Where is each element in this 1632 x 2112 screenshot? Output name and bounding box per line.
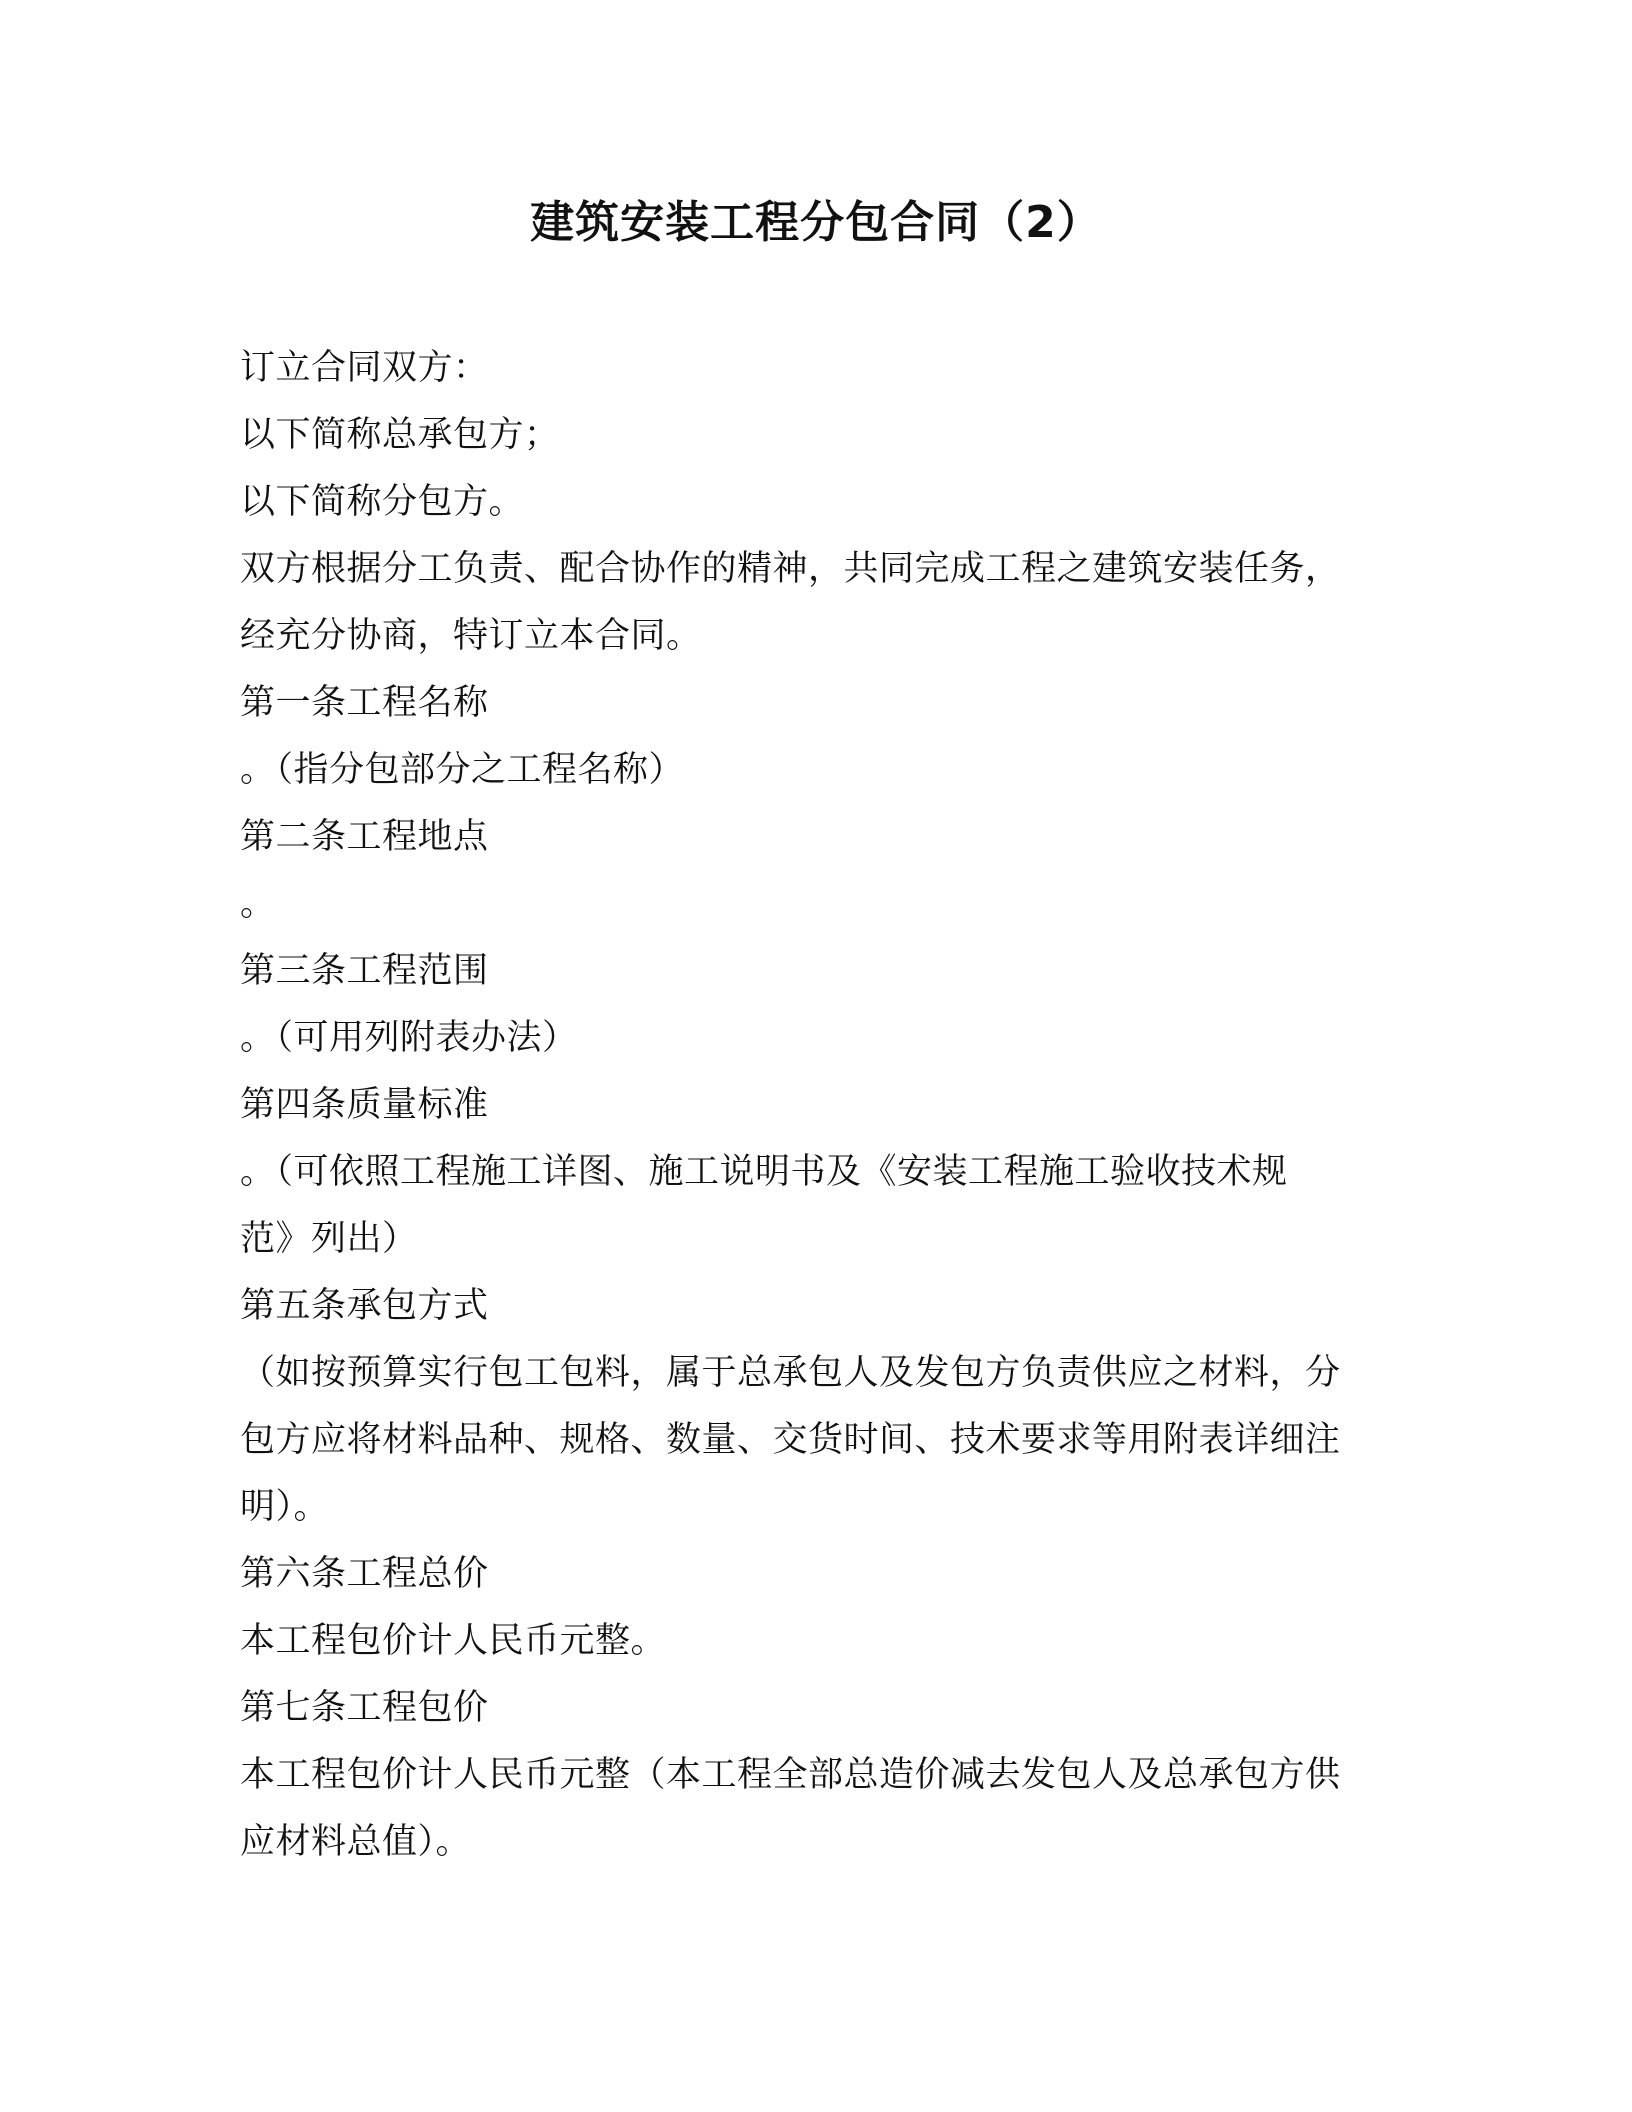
article-heading: 第四条质量标准	[240, 1085, 489, 1125]
text-line: 。（指分包部分之工程名称）	[240, 750, 685, 790]
article-heading: 第七条工程包价	[240, 1688, 489, 1728]
text-line: 范》列出）	[240, 1219, 418, 1259]
text-line: 订立合同双方：	[240, 348, 489, 388]
document-title: 建筑安装工程分包合同（2）	[530, 197, 1102, 248]
text-line: 以下简称分包方。	[240, 482, 525, 522]
text-line: 。（可用列附表办法）	[240, 1018, 578, 1058]
text-line: 双方根据分工负责、配合协作的精神，共同完成工程之建筑安装任务，	[240, 549, 1341, 589]
article-heading: 第六条工程总价	[240, 1554, 489, 1594]
document-body	[240, 335, 1400, 1876]
article-heading: 第一条工程名称	[240, 683, 489, 723]
text-line: 包方应将材料品种、规格、数量、交货时间、技术要求等用附表详细注	[240, 1420, 1341, 1460]
text-line: 。	[240, 884, 276, 924]
text-line: 以下简称总承包方；	[240, 415, 560, 455]
article-heading: 第五条承包方式	[240, 1286, 489, 1326]
text-line: 明）。	[240, 1487, 330, 1527]
text-line: 应材料总值）。	[240, 1822, 472, 1862]
text-line: 。（可依照工程施工详图、施工说明书及《安装工程施工验收技术规	[240, 1152, 1288, 1192]
article-heading: 第二条工程地点	[240, 817, 489, 857]
text-line: 本工程包价计人民币元整（本工程全部总造价减去发包人及总承包方供	[240, 1755, 1341, 1795]
text-line: 经充分协商，特订立本合同。	[240, 616, 702, 656]
text-line: 本工程包价计人民币元整。	[240, 1621, 667, 1661]
text-line: （如按预算实行包工包料，属于总承包人及发包方负责供应之材料，分	[240, 1353, 1341, 1393]
article-heading: 第三条工程范围	[240, 951, 489, 991]
